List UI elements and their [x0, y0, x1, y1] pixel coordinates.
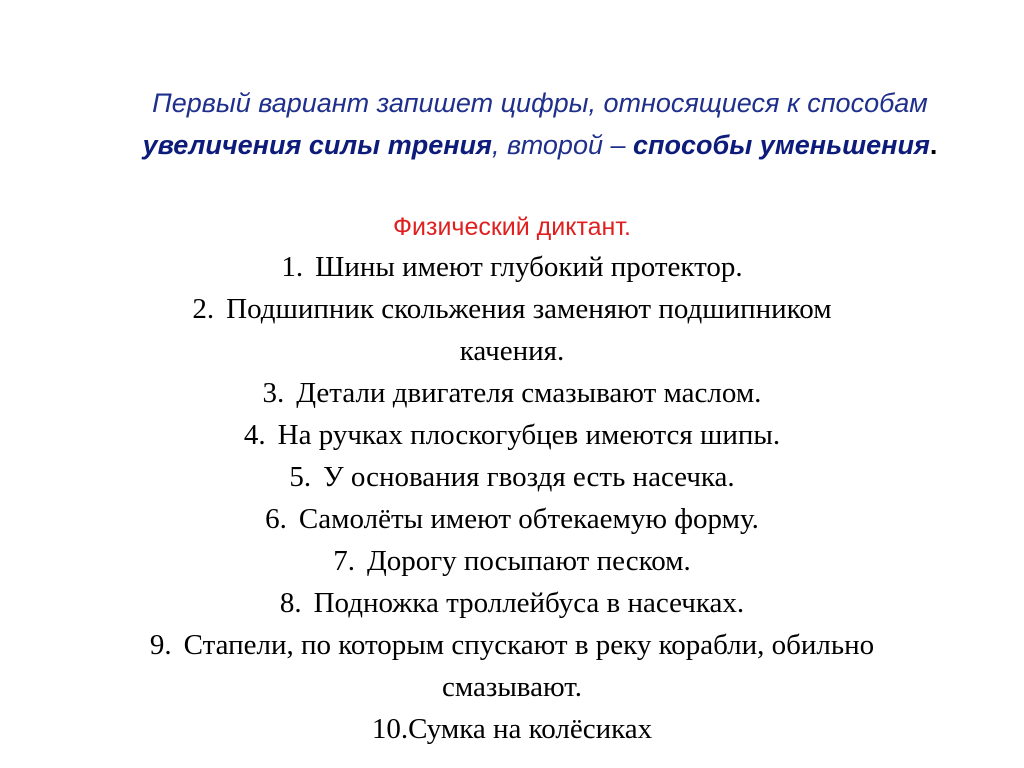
intro-text-part1: Первый вариант запишет цифры, относящиеся к способам — [152, 88, 928, 118]
item-number: 8. — [279, 587, 302, 619]
item-text: Подножка троллейбуса в насечках. — [313, 587, 745, 619]
dictation-list — [40, 246, 984, 750]
list-item — [40, 498, 984, 540]
item-text-continuation: качения. — [459, 335, 565, 367]
item-number: 5. — [289, 461, 312, 493]
intro-period: . — [929, 130, 938, 160]
item-text: Самолёты имеют обтекаемую форму. — [298, 503, 759, 535]
list-item — [40, 582, 984, 624]
item-text: Детали двигателя смазывают маслом. — [296, 377, 762, 409]
list-item — [40, 414, 984, 456]
list-item — [40, 708, 984, 750]
item-number: 1. — [281, 251, 304, 283]
list-item — [40, 246, 984, 288]
item-text: Стапели, по которым спускают в реку корабли, обильно — [183, 629, 875, 661]
item-number: 2. — [192, 293, 215, 325]
list-item — [40, 288, 984, 372]
item-text: Шины имеют глубокий протектор. — [315, 251, 743, 283]
item-number: 6. — [265, 503, 287, 535]
intro-paragraph — [100, 82, 980, 166]
intro-text-part2: , второй – — [491, 130, 634, 160]
item-number: 3. — [262, 377, 285, 409]
item-number: 10. — [371, 713, 409, 745]
list-item — [40, 624, 984, 708]
item-number: 7. — [333, 545, 355, 577]
intro-emphasis-increase: увеличения силы трения — [142, 130, 492, 160]
item-number: 4. — [243, 419, 266, 451]
intro-emphasis-decrease: способы уменьшения — [633, 130, 930, 160]
item-text: Подшипник скольжения заменяют подшипником — [226, 293, 832, 325]
item-text: Дорогу посыпают песком. — [366, 545, 691, 577]
list-item — [40, 456, 984, 498]
item-text: На ручках плоскогубцев имеются шипы. — [277, 419, 781, 451]
list-item — [40, 540, 984, 582]
item-text-continuation: смазывают. — [441, 671, 583, 703]
item-number: 9. — [149, 629, 172, 661]
list-item — [40, 372, 984, 414]
dictation-title: Физический диктант. — [393, 213, 631, 241]
item-text: Сумка на колёсиках — [408, 713, 653, 745]
item-text: У основания гвоздя есть насечка. — [323, 461, 735, 493]
